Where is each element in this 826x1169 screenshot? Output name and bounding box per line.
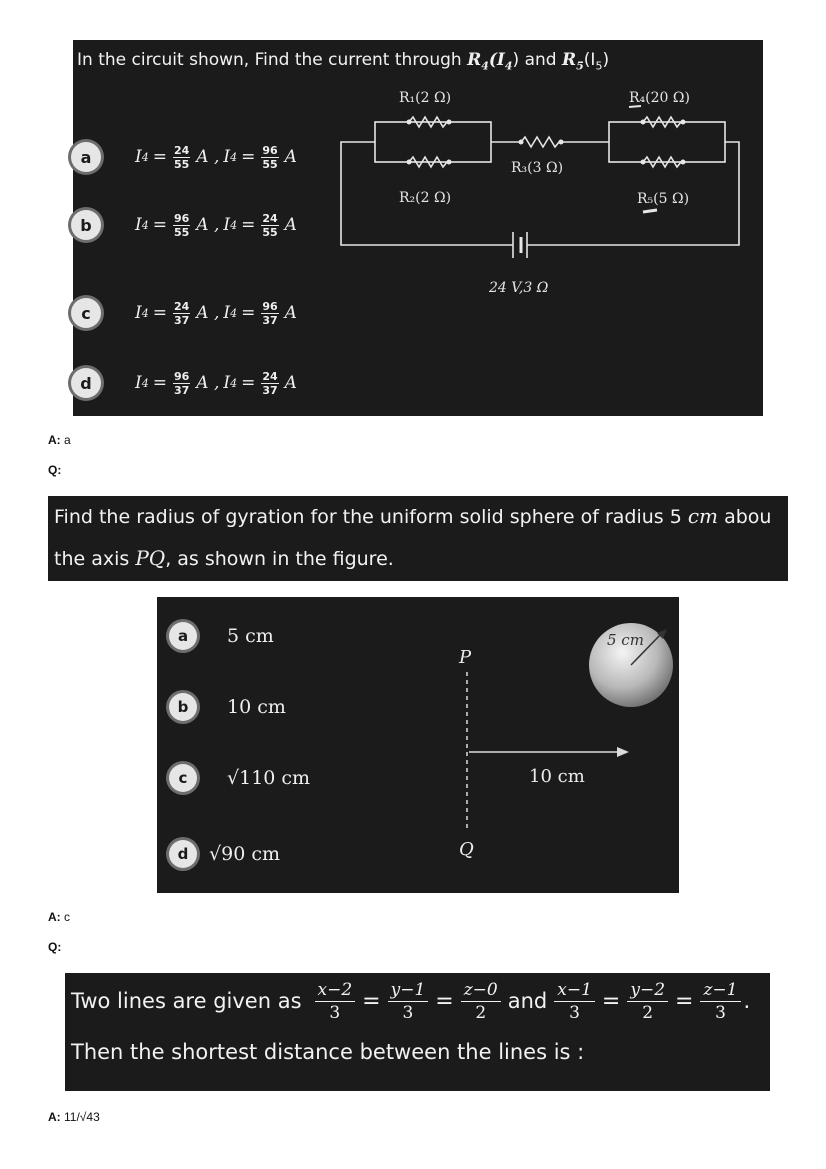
option-bubble[interactable]: a bbox=[71, 142, 101, 172]
equals-sign: = bbox=[435, 988, 454, 1014]
question2-line2-end: , as shown in the figure. bbox=[165, 548, 394, 570]
label-distance: 10 cm bbox=[529, 766, 585, 787]
question3-label: Q: bbox=[48, 940, 62, 954]
option-bubble[interactable]: a bbox=[169, 622, 197, 650]
option-expression: I 4 = $\frac{24}{37}$ A , I 4 = $\frac{96}{37}$ A bbox=[135, 299, 297, 327]
option-bubble[interactable]: b bbox=[169, 693, 197, 721]
fraction: $\frac{y-2}{2}$ bbox=[627, 979, 668, 1024]
underline-r4 bbox=[629, 106, 641, 107]
answer3-label: A: bbox=[48, 1110, 61, 1124]
question1-i4: (I bbox=[488, 50, 505, 70]
label-sphere-radius: 5 cm bbox=[607, 631, 644, 649]
label-r1: R₁(2 Ω) bbox=[399, 90, 452, 106]
option-value: √90 cm bbox=[209, 843, 280, 865]
answer2-label: A: bbox=[48, 910, 61, 924]
question2-line1-end: abou bbox=[718, 506, 772, 528]
equals-sign: = bbox=[675, 988, 694, 1014]
answer3-value: 11/√43 bbox=[64, 1110, 100, 1124]
answer1-value: a bbox=[64, 433, 71, 447]
question2-line2: the axis bbox=[54, 548, 136, 570]
option-bubble[interactable]: c bbox=[169, 764, 197, 792]
label-r3: R₃(3 Ω) bbox=[511, 160, 564, 176]
answer3 bbox=[48, 1110, 100, 1124]
question1-r4: R bbox=[467, 50, 482, 70]
question2-label: Q: bbox=[48, 463, 62, 477]
question2-unit: cm bbox=[687, 504, 719, 528]
answer2 bbox=[48, 910, 70, 924]
fraction: $\frac{x-2}{3}$ bbox=[315, 979, 356, 1024]
question1-prefix: In the circuit shown, Find the current through bbox=[77, 50, 468, 70]
fraction: $\frac{y-1}{3}$ bbox=[388, 979, 429, 1024]
option-expression: I 4 = $\frac{96}{55}$ A , I 4 = $\frac{24}{55}$ A bbox=[135, 211, 297, 239]
question3-intro: Two lines are given as bbox=[71, 989, 302, 1013]
question1-i4-sub: 4 bbox=[504, 59, 513, 73]
fraction: $\frac{x-1}{3}$ bbox=[554, 979, 595, 1024]
question2-figure-panel bbox=[157, 597, 679, 893]
question1-i5-sub: 5 bbox=[595, 59, 603, 73]
option-expression: I 4 = $\frac{96}{37}$ A , I 4 = $\frac{24}{37}$ A bbox=[135, 369, 297, 397]
gyration-figure bbox=[157, 597, 679, 893]
option-bubble[interactable]: d bbox=[169, 840, 197, 868]
question1-r5-sub: 5 bbox=[576, 59, 584, 73]
equals-sign: = bbox=[362, 988, 381, 1014]
option-value: √110 cm bbox=[227, 767, 311, 789]
option-bubble[interactable]: d bbox=[71, 368, 101, 398]
answer2-value: c bbox=[64, 910, 71, 924]
question1-and: ) and bbox=[512, 50, 562, 70]
question3-panel bbox=[65, 973, 770, 1091]
option-bubble[interactable]: b bbox=[71, 210, 101, 240]
question2-line1: Find the radius of gyration for the uniform solid sphere of radius 5 bbox=[54, 506, 688, 528]
label-battery: 24 V,3 Ω bbox=[489, 280, 549, 296]
label-p: P bbox=[459, 647, 472, 668]
option-bubble[interactable]: c bbox=[71, 298, 101, 328]
option-expression: I 4 = $\frac{24}{55}$ A , I 4 = $\frac{96}{55}$ A bbox=[135, 143, 297, 171]
answer1-label: A: bbox=[48, 433, 61, 447]
question1-i5: (I bbox=[583, 50, 596, 70]
question2-axis: PQ bbox=[135, 546, 166, 570]
fraction: $\frac{z-0}{2}$ bbox=[461, 979, 501, 1024]
label-q: Q bbox=[459, 839, 474, 860]
question1-image bbox=[73, 40, 763, 416]
question3-line1: Two lines are given as $\frac{x-2}{3}$ = $\frac{y-1}{3}$ = $\frac{z-0}{2}$ and $\frac{x-1}{3}$ = $\frac{y-2}{2}$ = $\frac{z-1}{3}$ . bbox=[71, 979, 751, 1023]
circuit-diagram bbox=[73, 40, 763, 416]
question1-end: ) bbox=[602, 50, 610, 70]
question3-and: and bbox=[507, 989, 548, 1013]
option-value: 5 cm bbox=[227, 625, 274, 647]
question2-text-panel bbox=[48, 496, 788, 581]
label-r5: R₅(5 Ω) bbox=[637, 191, 690, 207]
underline-r5 bbox=[643, 210, 657, 212]
fraction: $\frac{z-1}{3}$ bbox=[700, 979, 740, 1024]
label-r2: R₂(2 Ω) bbox=[399, 190, 452, 206]
question1-r5: R bbox=[561, 50, 577, 70]
equals-sign: = bbox=[601, 988, 621, 1014]
label-r4: R₄(20 Ω) bbox=[629, 90, 690, 106]
option-value: 10 cm bbox=[227, 696, 286, 718]
question1-r4-sub: 4 bbox=[481, 59, 489, 73]
question3-line2: Then the shortest distance between the lines is : bbox=[71, 1040, 585, 1064]
answer1 bbox=[48, 433, 71, 447]
